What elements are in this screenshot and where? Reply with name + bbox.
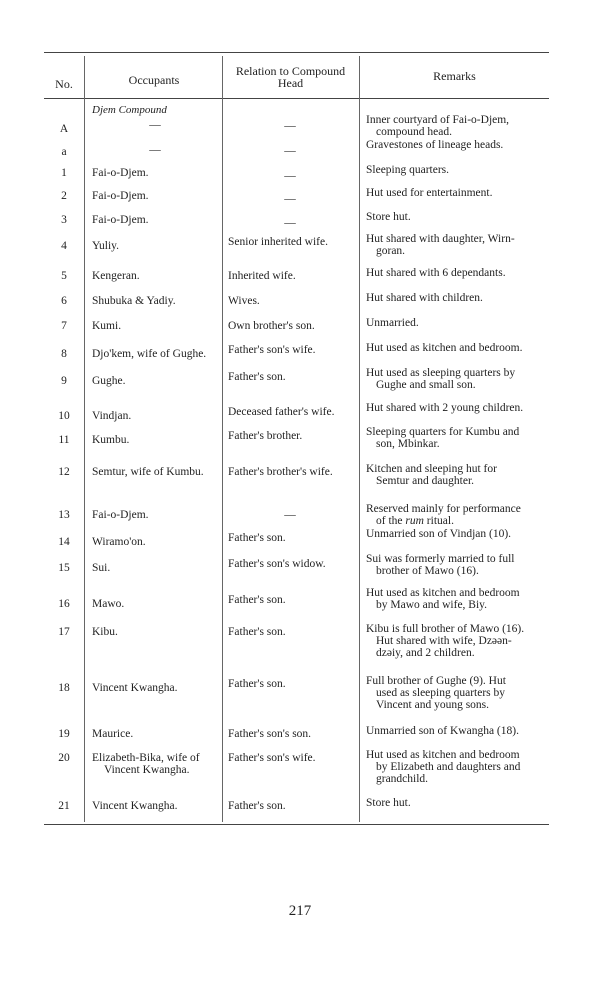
remarks-cell: Store hut. [366,211,411,223]
row-number: 16 [58,598,70,610]
row-number: 18 [58,682,70,694]
relation-cell: Inherited wife. [228,270,296,282]
occupant-cell: Fai-o-Djem. [92,509,149,521]
occupant-cell: Vincent Kwangha. [92,682,178,694]
row-number: a [61,146,67,158]
occupant-cell: — [149,144,161,156]
relation-cell: Father's son. [228,626,286,638]
row-number: 8 [61,348,67,360]
row-number: 7 [61,320,67,332]
remarks-cell: Sleeping quarters. [366,164,450,176]
remarks-cell: Hut shared with 2 young children. [366,402,524,414]
row-number: 6 [61,295,67,307]
row-number: 4 [61,240,67,252]
section-label: Djem Compound [92,104,167,116]
table-top-rule [44,52,549,53]
relation-cell: — [284,193,296,205]
occupant-cell: Maurice. [92,728,134,740]
row-number: 21 [58,800,70,812]
occupant-cell: Mawo. [92,598,125,610]
row-number: 14 [58,536,70,548]
occupant-cell: Kengeran. [92,270,140,282]
occupant-cell: Djo'kem, wife of Gughe. [92,348,207,360]
occupant-cell: Shubuka & Yadiy. [92,295,176,307]
relation-cell: Father's brother's wife. [228,466,333,478]
relation-cell: Father's son's wife. [228,752,316,764]
column-divider-1 [84,56,85,822]
relation-cell: — [284,170,296,182]
relation-cell: Father's son. [228,594,286,606]
relation-cell: Wives. [228,295,260,307]
relation-cell: Father's son. [228,532,286,544]
remarks-cell: Store hut. [366,797,411,809]
row-number: 17 [58,626,70,638]
row-number: A [59,123,69,135]
occupant-cell: Wiramo'on. [92,536,146,548]
row-number: 5 [61,270,67,282]
remarks-cell: Unmarried son of Vindjan (10). [366,528,512,540]
row-number: 20 [58,752,70,764]
relation-cell: — [284,120,296,132]
relation-cell: Own brother's son. [228,320,315,332]
remarks-cell: Unmarried son of Kwangha (18). [366,725,519,737]
occupant-cell: Vindjan. [92,410,132,422]
header-occupants: Occupants [128,73,180,87]
remarks-cell: Hut used as kitchen and bedroom by Mawo and wife, Biy. [366,587,520,611]
occupant-cell: — [149,119,161,131]
occupant-cell: Elizabeth-Bika, wife of Vincent Kwangha. [92,752,200,776]
header-remarks: Remarks [433,69,476,83]
relation-cell: Father's son. [228,678,286,690]
row-number: 19 [58,728,70,740]
relation-cell: Deceased father's wife. [228,406,335,418]
relation-cell: Father's son's wife. [228,344,316,356]
remarks-cell: Unmarried. [366,317,419,329]
row-number: 10 [58,410,70,422]
occupant-cell: Fai-o-Djem. [92,214,149,226]
occupant-cell: Fai-o-Djem. [92,167,149,179]
row-number: 15 [58,562,70,574]
occupant-cell: Fai-o-Djem. [92,190,149,202]
occupant-cell: Kumi. [92,320,122,332]
header-relation-line2: Head [277,76,304,90]
remarks-cell: Hut shared with daughter, Wirn- goran. [366,233,515,257]
row-number: 1 [61,167,67,179]
relation-cell: — [284,217,296,229]
remarks-cell: Gravestones of lineage heads. [366,139,504,151]
relation-cell: Father's brother. [228,430,303,442]
remarks-cell: Kibu is full brother of Mawo (16). Hut shared with wife, Dzəən- dzəiy, and 2 children. [366,623,525,659]
occupant-cell: Gughe. [92,375,126,387]
occupant-cell: Kibu. [92,626,118,638]
header-bottom-rule [44,98,549,99]
remarks-cell: Hut used as kitchen and bedroom by Elizabeth and daughters and grandchild. [366,749,521,785]
header-relation-line1: Relation to Compound [235,64,346,78]
remarks-cell: Hut shared with 6 dependants. [366,267,506,279]
row-number: 13 [58,509,70,521]
remarks-cell: Sleeping quarters for Kumbu and son, Mbinkar. [366,426,520,450]
remarks-cell: Sui was formerly married to full brother of Mawo (16). [366,553,515,577]
relation-cell: Father's son. [228,371,286,383]
occupant-cell: Kumbu. [92,434,130,446]
header-no: No. [55,77,73,91]
relation-cell: Father's son's son. [228,728,312,740]
occupant-cell: Vincent Kwangha. [92,800,178,812]
relation-cell: Father's son's widow. [228,558,326,570]
relation-cell: — [284,145,296,157]
remarks-cell: Hut used as sleeping quarters by Gughe and small son. [366,367,516,391]
page-number: 217 [288,903,312,919]
remarks-cell: Hut used as kitchen and bedroom. [366,342,523,354]
column-divider-3 [359,56,360,822]
occupant-cell: Sui. [92,562,111,574]
relation-cell: Father's son. [228,800,286,812]
remarks-cell: Full brother of Gughe (9). Hut used as sleeping quarters by Vincent and young sons. [366,675,506,711]
row-number: 9 [61,375,67,387]
remarks-cell: Inner courtyard of Fai-o-Djem, compound head. [366,114,510,138]
row-number: 11 [58,434,70,446]
occupant-cell: Semtur, wife of Kumbu. [92,466,204,478]
row-number: 12 [58,466,70,478]
remarks-cell: Reserved mainly for performance of the rum ritual. [366,503,521,527]
relation-cell: — [284,509,296,521]
remarks-cell: Hut shared with children. [366,292,483,304]
occupant-cell: Yuliy. [92,240,120,252]
table-bottom-rule [44,824,549,825]
header-relation [222,65,359,89]
relation-cell: Senior inherited wife. [228,236,328,248]
remarks-cell: Kitchen and sleeping hut for Semtur and daughter. [366,463,497,487]
row-number: 2 [61,190,67,202]
remarks-cell: Hut used for entertainment. [366,187,493,199]
row-number: 3 [61,214,67,226]
column-divider-2 [222,56,223,822]
